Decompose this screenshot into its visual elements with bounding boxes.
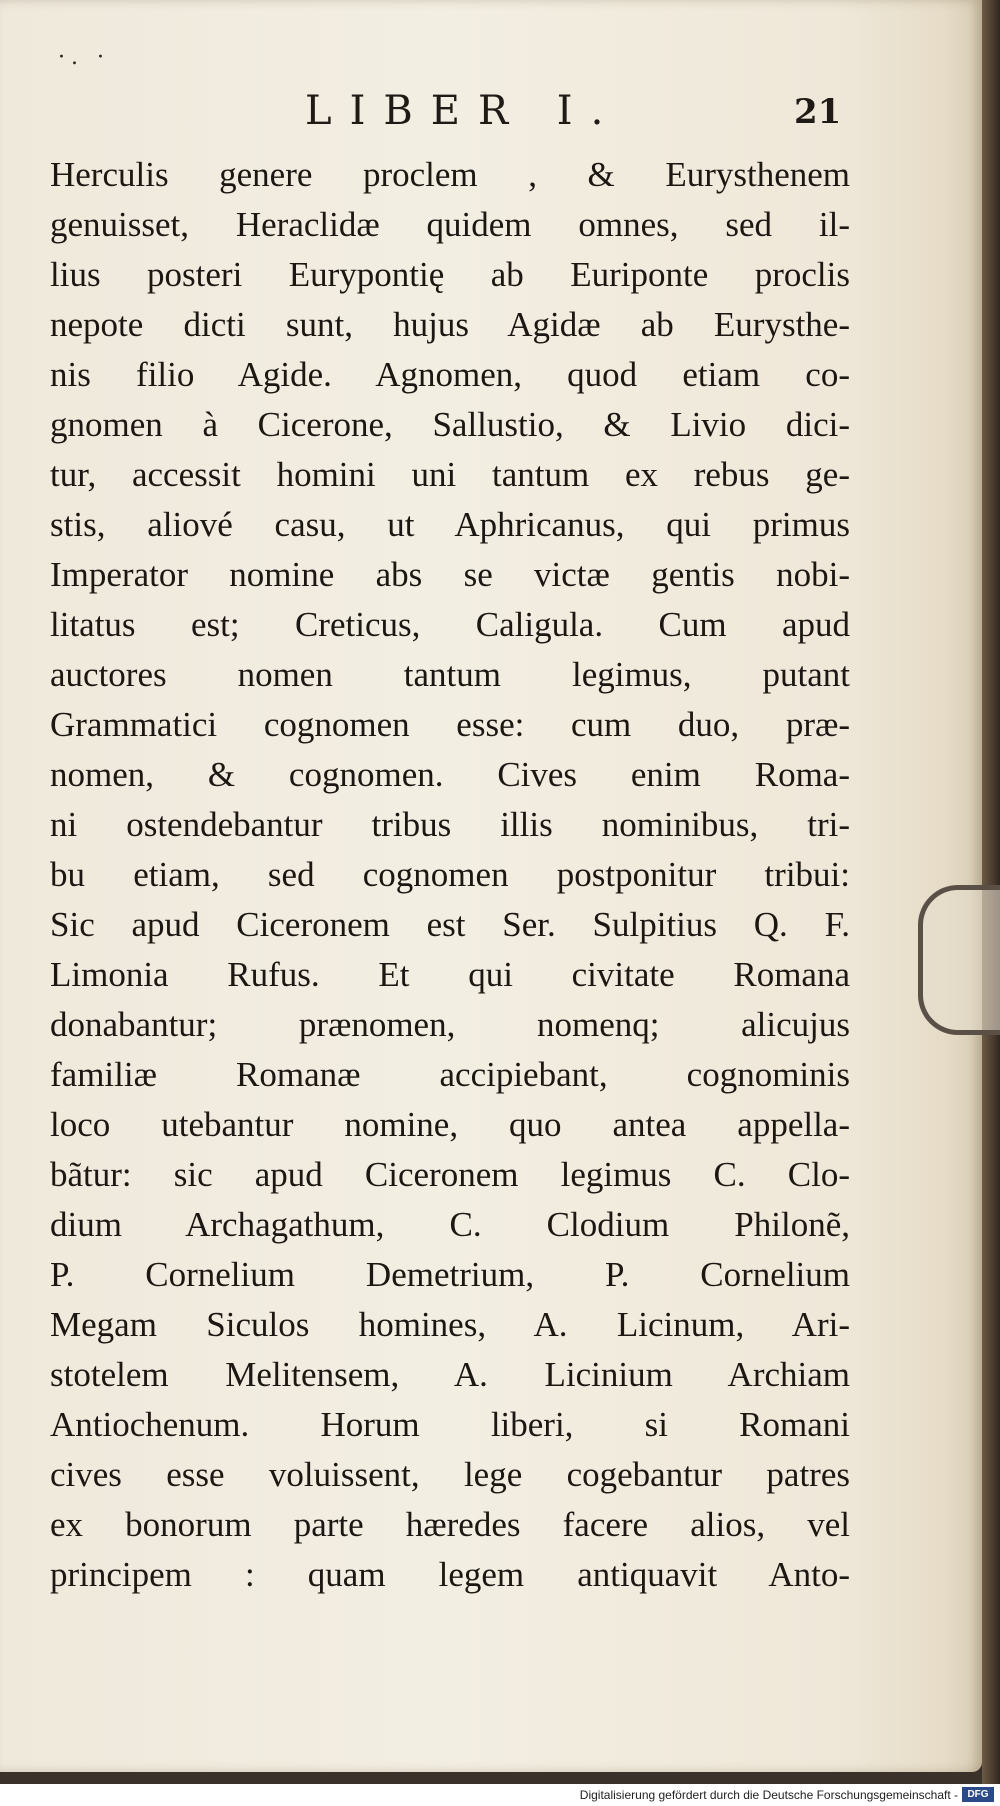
text-line: Limonia Rufus. Et qui civitate Romana [50, 955, 850, 994]
text-line: familiæ Romanæ accipiebant, cognominis [50, 1055, 850, 1094]
text-line: P. Cornelium Demetrium, P. Cornelium [50, 1255, 850, 1294]
page-number: 21 [794, 92, 842, 132]
text-line: litatus est; Creticus, Caligula. Cum apud [50, 605, 850, 644]
text-line: dium Archagathum, C. Clodium Philonẽ, [50, 1205, 850, 1244]
text-line: genuisset, Heraclidæ quidem omnes, sed il- [50, 205, 850, 244]
text-line: bãtur: sic apud Ciceronem legimus C. Clo- [50, 1155, 850, 1194]
text-line: cives esse voluissent, lege cogebantur patres [50, 1455, 850, 1494]
text-line: ex bonorum parte hæredes facere alios, vel [50, 1505, 850, 1544]
digitization-credit: Digitalisierung gefördert durch die Deutsche Forschungsgemeinschaft - [579, 1788, 958, 1802]
text-line: stis, aliové casu, ut Aphricanus, qui primus [50, 505, 850, 544]
text-line: stotelem Melitensem, A. Licinium Archiam [50, 1355, 850, 1394]
text-line: principem : quam legem antiquavit Anto- [50, 1555, 850, 1594]
page-clip [918, 885, 1000, 1035]
text-line: nis filio Agide. Agnomen, quod etiam co- [50, 355, 850, 394]
footer-bar [0, 1784, 1000, 1806]
text-line: Imperator nomine abs se victæ gentis nobi- [50, 555, 850, 594]
text-line: Grammatici cognomen esse: cum duo, præ- [50, 705, 850, 744]
dfg-logo-icon: DFG [962, 1787, 994, 1802]
text-line: donabantur; prænomen, nomenq; alicujus [50, 1005, 850, 1044]
text-line: bu etiam, sed cognomen postponitur tribui: [50, 855, 850, 894]
text-line: Megam Siculos homines, A. Licinum, Ari- [50, 1305, 850, 1344]
text-line: nepote dicti sunt, hujus Agidæ ab Eurysthe- [50, 305, 850, 344]
text-line: Herculis genere proclem , & Eurysthenem [50, 155, 850, 194]
text-line: lius posteri Eurypontię ab Euriponte proclis [50, 255, 850, 294]
text-line: nomen, & cognomen. Cives enim Roma- [50, 755, 850, 794]
text-line: ni ostendebantur tribus illis nominibus, tri- [50, 805, 850, 844]
text-line: loco utebantur nomine, quo antea appella- [50, 1105, 850, 1144]
text-line: Sic apud Ciceronem est Ser. Sulpitius Q. F. [50, 905, 850, 944]
body-text [50, 150, 850, 1600]
text-line: auctores nomen tantum legimus, putant [50, 655, 850, 694]
text-line: Antiochenum. Horum liberi, si Romani [50, 1405, 850, 1444]
text-line: tur, accessit homini uni tantum ex rebus ge- [50, 455, 850, 494]
corner-marks: ·. · [58, 45, 110, 70]
running-head: LIBER I. [305, 88, 622, 134]
text-line: gnomen à Cicerone, Sallustio, & Livio dici- [50, 405, 850, 444]
